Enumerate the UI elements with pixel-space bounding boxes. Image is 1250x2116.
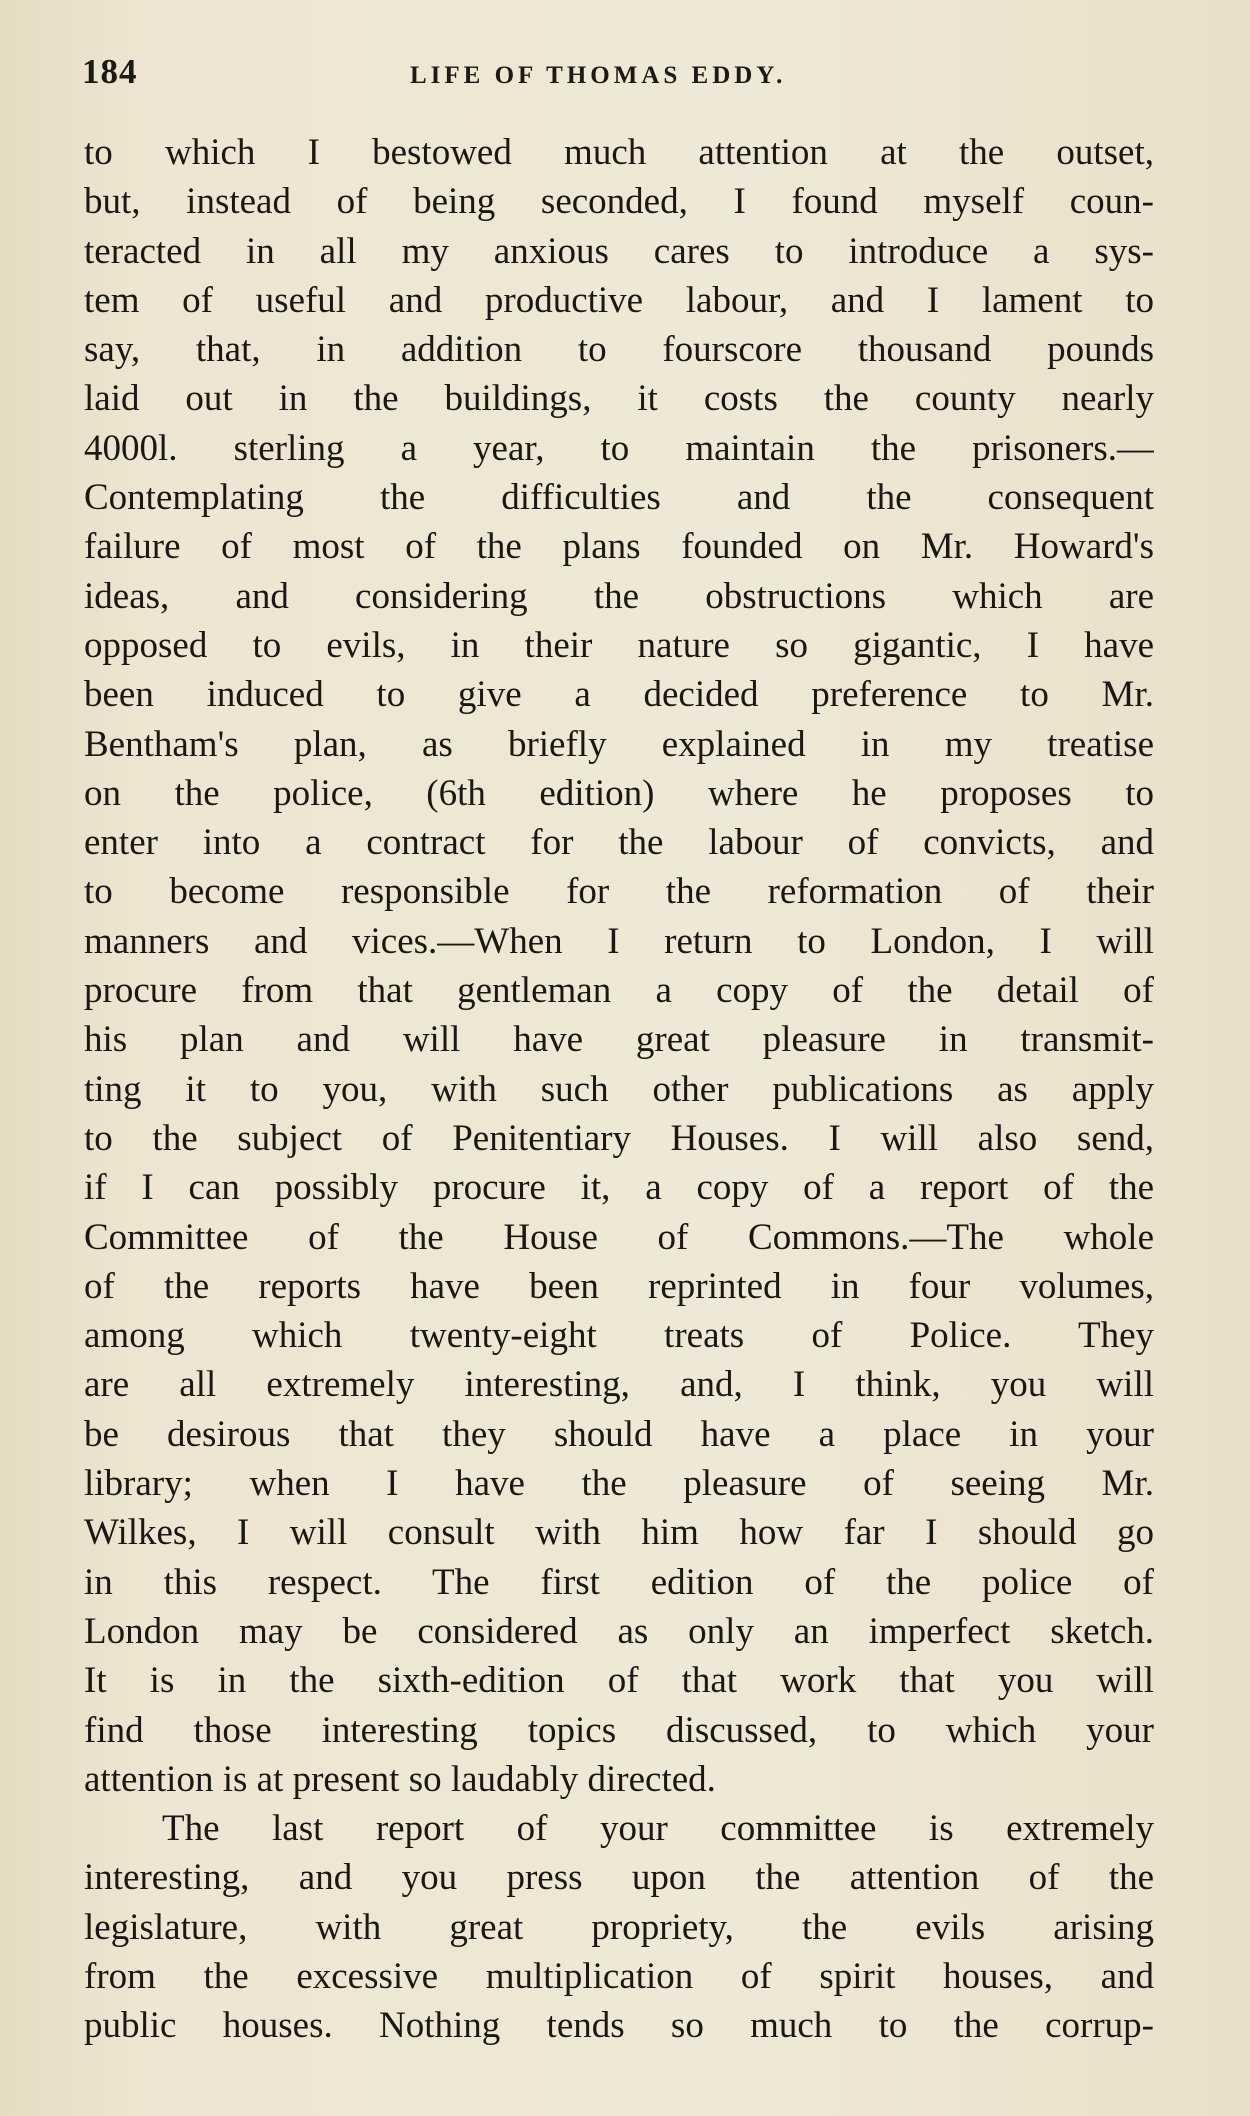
text-line: from the excessive multiplication of spirit houses, and xyxy=(84,1955,1154,1997)
text-line: say, that, in addition to fourscore thousand pounds xyxy=(84,329,1154,371)
text-line: London may be considered as only an imperfect sketch. xyxy=(84,1610,1154,1652)
text-line: tem of useful and productive labour, and I lament to xyxy=(84,279,1154,321)
text-line: procure from that gentleman a copy of the detail of xyxy=(84,970,1154,1012)
text-line: 4000l. sterling a year, to maintain the prisoners.— xyxy=(84,427,1154,469)
text-line: in this respect. The first edition of the police of xyxy=(84,1561,1154,1603)
text-line: among which twenty-eight treats of Police. They xyxy=(84,1315,1154,1357)
text-line: been induced to give a decided preference to Mr. xyxy=(84,674,1154,716)
text-line: failure of most of the plans founded on Mr. Howard's xyxy=(84,526,1154,568)
text-line: laid out in the buildings, it costs the county nearly xyxy=(84,378,1154,420)
text-line: of the reports have been reprinted in four volumes, xyxy=(84,1265,1154,1307)
page-number: 184 xyxy=(82,52,138,91)
text-line: to which I bestowed much attention at the outset, xyxy=(84,132,1154,173)
text-line: library; when I have the pleasure of seeing Mr. xyxy=(84,1463,1154,1505)
text-line: It is in the sixth-edition of that work that you will xyxy=(84,1660,1154,1702)
text-line: to become responsible for the reformation of their xyxy=(84,871,1154,913)
text-line: teracted in all my anxious cares to introduce a sys- xyxy=(84,230,1154,272)
text-line: to the subject of Penitentiary Houses. I will also send, xyxy=(84,1117,1154,1159)
running-title: LIFE OF THOMAS EDDY. xyxy=(410,62,787,89)
text-line: public houses. Nothing tends so much to the corrup- xyxy=(84,2005,1154,2047)
text-line: his plan and will have great pleasure in transmit- xyxy=(84,1019,1154,1061)
text-line: Contemplating the difficulties and the consequent xyxy=(84,477,1154,519)
paragraph-first-line: The last report of your committee is extremely xyxy=(162,1808,1154,1850)
text-line: on the police, (6th edition) where he proposes to xyxy=(84,772,1154,814)
text-line: but, instead of being seconded, I found myself coun- xyxy=(84,181,1154,223)
text-line: legislature, with great propriety, the evils arising xyxy=(84,1906,1154,1948)
text-line: enter into a contract for the labour of convicts, and xyxy=(84,822,1154,864)
text-line: find those interesting topics discussed, to which your xyxy=(84,1709,1154,1751)
text-line: if I can possibly procure it, a copy of a report of the xyxy=(84,1167,1154,1209)
page-header xyxy=(80,52,1160,112)
text-line: opposed to evils, in their nature so gigantic, I have xyxy=(84,624,1154,666)
text-line: ting it to you, with such other publications as apply xyxy=(84,1068,1154,1110)
body-text xyxy=(84,128,1154,2051)
text-line: Committee of the House of Commons.—The whole xyxy=(84,1216,1154,1258)
text-line: are all extremely interesting, and, I think, you will xyxy=(84,1364,1154,1406)
text-line: interesting, and you press upon the attention of the xyxy=(84,1857,1154,1899)
text-line: Wilkes, I will consult with him how far I should go xyxy=(84,1512,1154,1554)
text-line: attention is at present so laudably directed. xyxy=(84,1758,716,1800)
text-line: ideas, and considering the obstructions which are xyxy=(84,575,1154,617)
text-line: Bentham's plan, as briefly explained in my treatise xyxy=(84,723,1154,765)
text-line: be desirous that they should have a place in your xyxy=(84,1413,1154,1455)
text-line: manners and vices.—When I return to London, I will xyxy=(84,920,1154,962)
